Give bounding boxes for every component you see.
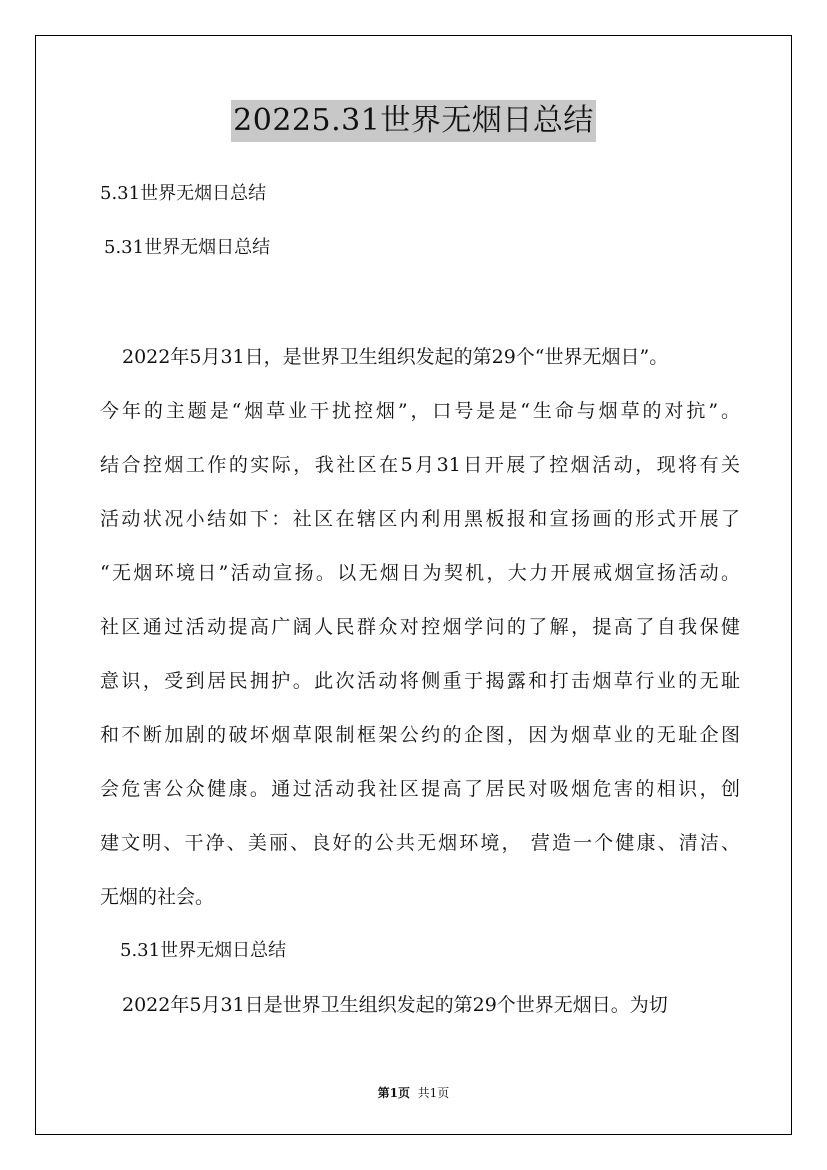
subtitle-1: 5.31世界无烟日总结 [100, 183, 267, 204]
paragraph-1-line-9: 会危害公众健康。通过活动我社区提高了居民对吸烟危害的相识，创 [100, 778, 740, 800]
paragraph-2-line-1: 2022年5月31日是世界卫生组织发起的第29个世界无烟日。为切 [122, 994, 668, 1016]
page-footer [0, 1085, 827, 1101]
page-total: 共1页 [417, 1086, 450, 1100]
subtitle-2: 5.31世界无烟日总结 [104, 237, 271, 258]
paragraph-1-line-3: 结合控烟工作的实际，我社区在5月31日开展了控烟活动，现将有关 [100, 454, 740, 476]
document-title-text: 20225.31世界无烟日总结 [231, 100, 596, 142]
page-number: 第1页 [377, 1086, 411, 1100]
paragraph-1-line-11: 无烟的社会。 [100, 886, 215, 908]
paragraph-1-line-8: 和不断加剧的破坏烟草限制框架公约的企图，因为烟草业的无耻企图 [100, 724, 740, 746]
paragraph-1-line-5: “无烟环境日”活动宣扬。以无烟日为契机，大力开展戒烟宣扬活动。 [100, 562, 740, 584]
paragraph-1-line-1: 2022年5月31日，是世界卫生组织发起的第29个“世界无烟日”。 [122, 346, 669, 368]
paragraph-1-line-10: 建文明、干净、美丽、良好的公共无烟环境， 营造一个健康、清洁、 [100, 832, 740, 854]
subtitle-3: 5.31世界无烟日总结 [120, 940, 287, 961]
paragraph-1-line-4: 活动状况小结如下：社区在辖区内利用黑板报和宣扬画的形式开展了 [100, 508, 740, 530]
document-title [0, 100, 827, 142]
paragraph-1-line-6: 社区通过活动提高广阔人民群众对控烟学问的了解，提高了自我保健 [100, 616, 740, 638]
paragraph-1-line-7: 意识，受到居民拥护。此次活动将侧重于揭露和打击烟草行业的无耻 [100, 670, 740, 692]
paragraph-1-line-2: 今年的主题是“烟草业干扰控烟”，口号是是“生命与烟草的对抗”。 [100, 400, 740, 422]
